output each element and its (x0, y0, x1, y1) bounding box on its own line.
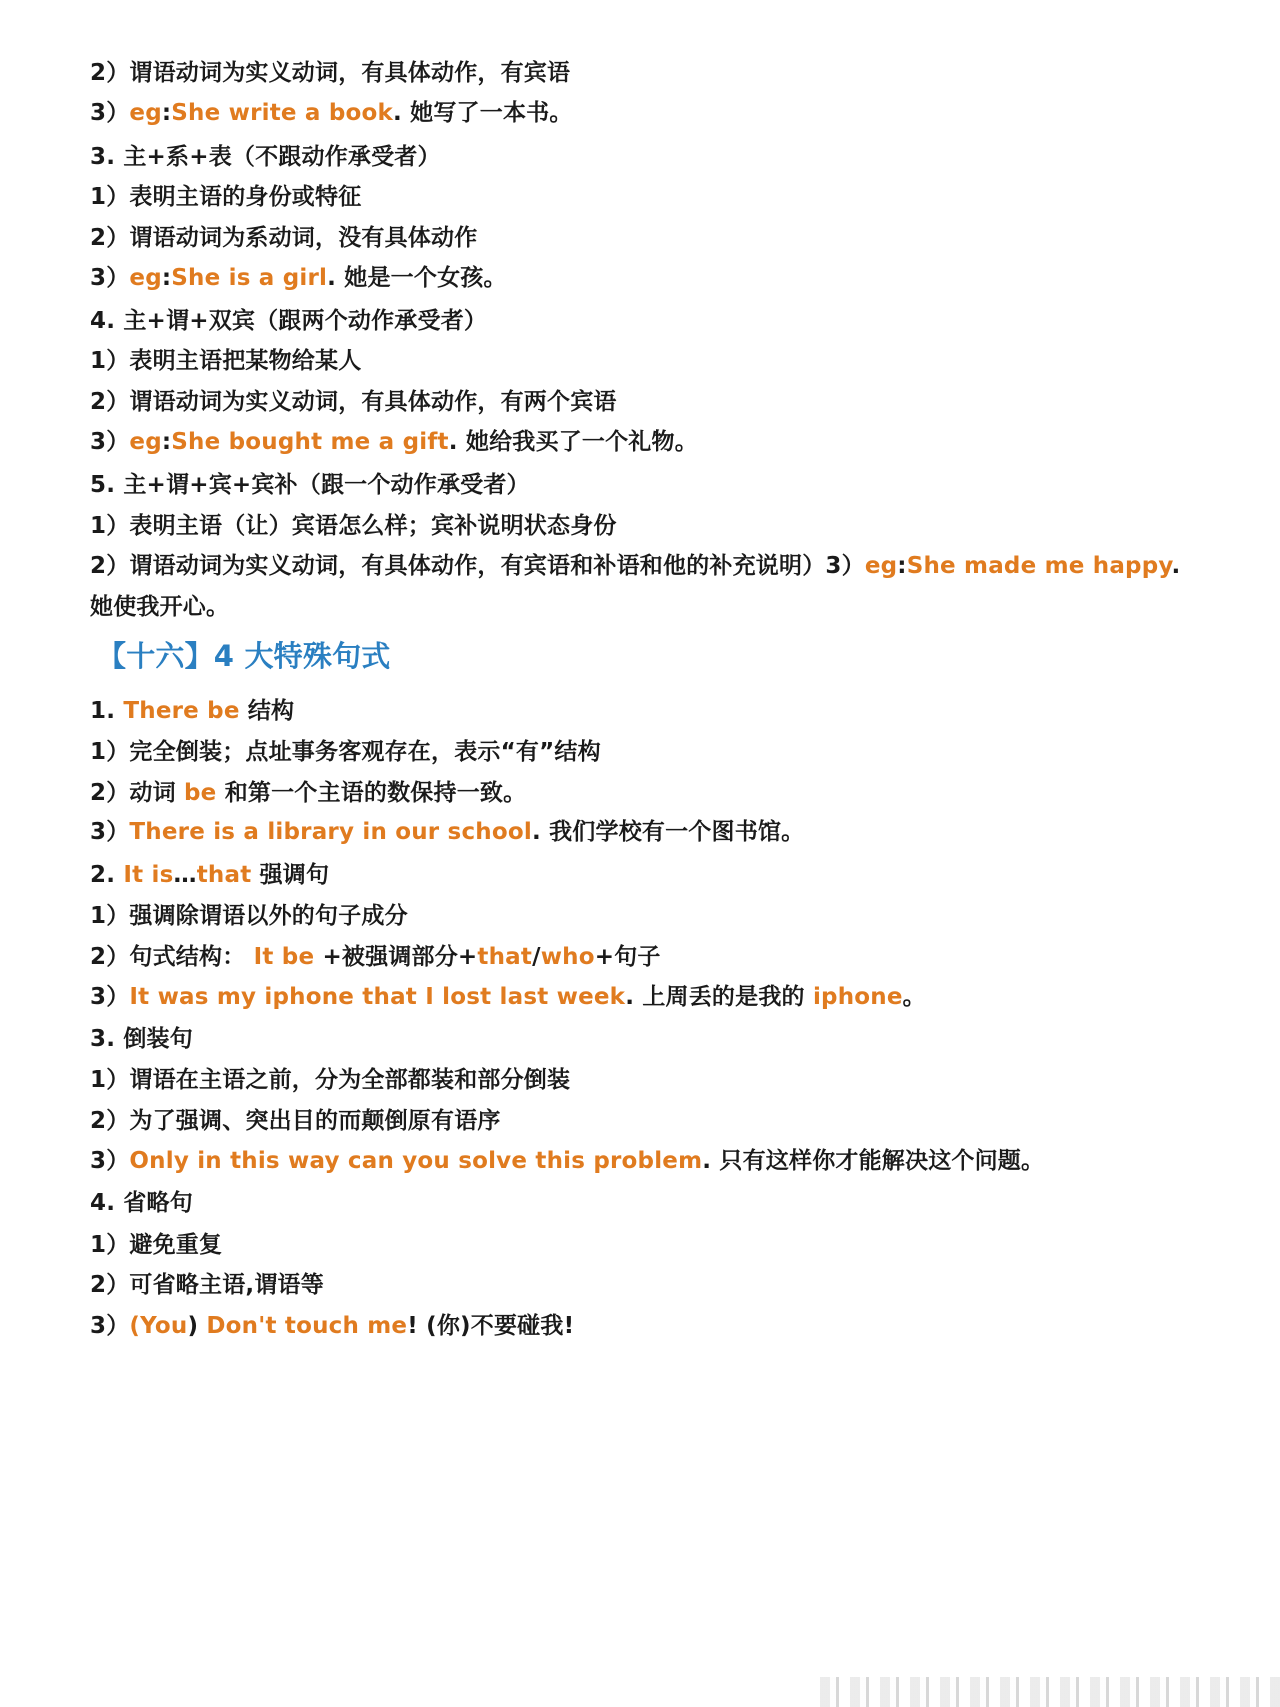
line-text: 2）句式结构： (90, 944, 254, 970)
line-text: 2）谓语动词为实义动词，有具体动作，有两个宾语 (90, 389, 617, 415)
document-line (90, 778, 526, 808)
document-line (90, 223, 477, 253)
example-text: eg (864, 553, 898, 579)
line-text: . 她是一个女孩。 (327, 265, 507, 291)
line-text: . 只有这样你才能解决这个问题。 (702, 1148, 1045, 1174)
example-text: She write a book (171, 100, 393, 126)
section-heading (97, 641, 390, 671)
document-line (90, 1024, 193, 1054)
line-text: 【十六】4 大特殊句式 (97, 639, 391, 673)
document-line (90, 942, 661, 972)
line-text: 3） (90, 265, 130, 291)
line-text: 结构 (239, 698, 295, 724)
line-text: 4. 省略句 (90, 1190, 193, 1216)
line-text: 1）完全倒装；点址事务客观存在，表示“有”结构 (90, 739, 601, 765)
example-text: There is a library in our school (129, 819, 532, 845)
example-text: She is a girl (171, 265, 328, 291)
example-text: She bought me a gift (171, 429, 449, 455)
example-text: that (477, 944, 533, 970)
line-text: . 她写了一本书。 (393, 100, 573, 126)
example-text: who (540, 944, 595, 970)
example-text: that (196, 862, 252, 888)
line-text: 1）表明主语的身份或特征 (90, 184, 362, 210)
line-text: . 我们学校有一个图书馆。 (531, 819, 805, 845)
example-text: You (140, 1313, 188, 1339)
example-text: iphone (812, 984, 903, 1010)
document-line (90, 98, 573, 128)
line-text: +句子 (594, 944, 661, 970)
document-line (90, 427, 698, 457)
line-text: : (897, 553, 907, 579)
line-text: 1）强调除谓语以外的句子成分 (90, 903, 408, 929)
line-text: 3） (90, 984, 130, 1010)
document-line (90, 263, 507, 293)
line-text: 3. 倒装句 (90, 1026, 193, 1052)
line-text: 3） (90, 429, 130, 455)
line-text: 2）可省略主语,谓语等 (90, 1272, 324, 1298)
example-text: Only in this way can you solve this problem (129, 1148, 703, 1174)
line-text: 2）谓语动词为实义动词，有具体动作，有宾语和补语和他的补充说明）3） (90, 553, 865, 579)
document-line (90, 1188, 193, 1218)
line-text: 2）动词 (90, 780, 185, 806)
document-line (90, 1146, 1044, 1176)
document-line (90, 511, 617, 541)
document-line (90, 142, 441, 172)
document-line (90, 306, 487, 336)
example-text: She made me happy (906, 553, 1172, 579)
line-text: 1）避免重复 (90, 1232, 223, 1258)
example-text: There be (123, 698, 240, 724)
line-text: 1. (90, 698, 124, 724)
example-text: It is (123, 862, 174, 888)
example-text: ( (129, 1313, 141, 1339)
line-text: . 上周丢的是我的 (625, 984, 813, 1010)
document-line (90, 1230, 222, 1260)
line-text: 2. (90, 862, 124, 888)
document-line (90, 901, 408, 931)
line-text: 1）谓语在主语之前，分为全部都装和部分倒装 (90, 1067, 571, 1093)
line-text: 3） (90, 819, 130, 845)
example-text: It was my iphone that I lost last week (129, 984, 626, 1010)
document-line (90, 58, 570, 88)
line-text: 5. 主+谓+宾+宾补（跟一个动作承受者） (90, 472, 530, 498)
line-text: 。 (902, 984, 926, 1010)
example-text: Don't touch me (206, 1313, 408, 1339)
document-line (90, 860, 329, 890)
line-text: : (161, 429, 172, 455)
line-text: 1）表明主语（让）宾语怎么样；宾补说明状态身份 (90, 513, 617, 539)
example-text: eg (129, 429, 162, 455)
line-text: +被强调部分+ (314, 944, 478, 970)
line-text: 3） (90, 100, 130, 126)
line-text: . 她给我买了一个礼物。 (448, 429, 698, 455)
line-text: / (532, 944, 541, 970)
example-text: It be (253, 944, 315, 970)
document-line (90, 696, 294, 726)
document-line (90, 346, 361, 376)
document-line (90, 1270, 324, 1300)
document-line (90, 470, 530, 500)
line-text: : (161, 265, 172, 291)
line-text: 3. 主+系+表（不跟动作承受者） (90, 144, 441, 170)
example-text: eg (129, 265, 162, 291)
document-line (90, 982, 926, 1012)
line-text: 4. 主+谓+双宾（跟两个动作承受者） (90, 308, 488, 334)
document-line (90, 551, 1180, 581)
line-text: … (173, 862, 197, 888)
line-text: . (1171, 553, 1181, 579)
line-text: 2）为了强调、突出目的而颠倒原有语序 (90, 1108, 501, 1134)
document-line (90, 592, 229, 622)
line-text: 2）谓语动词为实义动词，有具体动作，有宾语 (90, 60, 571, 86)
example-text: eg (129, 100, 162, 126)
line-text: 和第一个主语的数保持一致。 (216, 780, 527, 806)
line-text: : (161, 100, 172, 126)
document-line (90, 182, 361, 212)
line-text: 2）谓语动词为系动词，没有具体动作 (90, 225, 478, 251)
watermark-strip (820, 1677, 1280, 1707)
document-line (90, 1065, 570, 1095)
document-line (90, 817, 804, 847)
line-text: 3） (90, 1313, 130, 1339)
line-text: 强调句 (251, 862, 330, 888)
line-text: 1）表明主语把某物给某人 (90, 348, 362, 374)
document-line (90, 1311, 574, 1341)
line-text: ! (你)不要碰我! (407, 1313, 575, 1339)
line-text: 3） (90, 1148, 130, 1174)
document-line (90, 737, 601, 767)
line-text: 她使我开心。 (90, 594, 230, 620)
document-line (90, 1106, 501, 1136)
document-line (90, 387, 617, 417)
example-text: be (184, 780, 217, 806)
line-text: ) (187, 1313, 207, 1339)
